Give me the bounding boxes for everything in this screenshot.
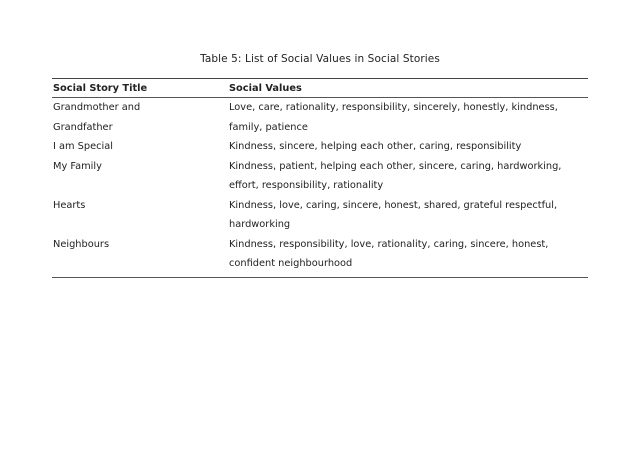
story-title-cell: Neighbours: [53, 238, 110, 250]
story-title-cell: Grandmother and Grandfather: [53, 102, 141, 133]
table-row: [52, 235, 588, 274]
header-social-story-title: Social Story Title: [53, 82, 148, 94]
table-caption: Table 5: List of Social Values in Social Stories: [200, 53, 440, 65]
table-bottom-rule: [52, 277, 588, 278]
table-row: [52, 196, 588, 235]
social-values-table: [52, 78, 588, 278]
story-title-cell: Hearts: [53, 199, 86, 211]
header-social-values: Social Values: [229, 82, 302, 94]
story-title-cell: My Family: [53, 160, 102, 172]
table-header-row: [52, 79, 588, 97]
social-values-cell: Kindness, patient, helping each other, sincere, caring, hardworking, effort, responsibility, rationality: [229, 160, 562, 191]
social-values-cell: Kindness, responsibility, love, rationality, caring, sincere, honest, confident neighbourhood: [229, 238, 549, 269]
social-values-cell: Kindness, love, caring, sincere, honest, shared, grateful respectful, hardworking: [229, 199, 558, 230]
story-title-cell: I am Special: [53, 141, 113, 152]
social-values-cell: Love, care, rationality, responsibility, sincerely, honestly, kindness, family, patience: [229, 102, 558, 133]
table-row: [52, 157, 588, 196]
social-values-cell: Kindness, sincere, helping each other, caring, responsibility: [229, 141, 522, 152]
table-row: [52, 98, 588, 137]
table-row: [52, 137, 588, 157]
